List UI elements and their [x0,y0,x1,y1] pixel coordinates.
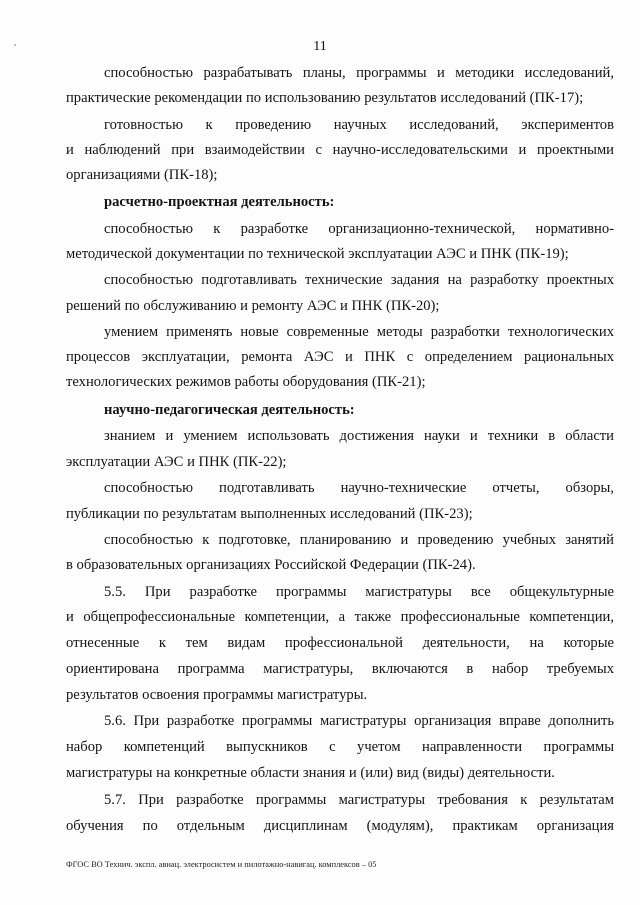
text-line: решений по обслуживанию и ремонту АЭС и ПНК (ПК-20); [66,298,440,314]
text-line: 5.7. При разработке программы магистратуры требования к результатам [104,792,614,808]
page-number: 11 [313,39,327,54]
text-line: практические рекомендации по использованию результатов исследований (ПК-17); [66,90,584,106]
text-line: отнесенные к тем видам профессиональной деятельности, на которые [66,635,614,651]
text-line: технологических режимов работы оборудования (ПК-21); [66,374,426,390]
text-line: организациями (ПК-18); [66,167,218,183]
text-line: знанием и умением использовать достижения науки и техники в области [104,428,614,444]
text-line: эксплуатации АЭС и ПНК (ПК-22); [66,454,287,470]
text-line: готовностью к проведению научных исследований, экспериментов [104,117,614,133]
text-line: публикации по результатам выполненных исследований (ПК-23); [66,506,473,522]
text-line: 5.6. При разработке программы магистратуры организация вправе дополнить [104,713,614,729]
text-line: процессов эксплуатации, ремонта АЭС и ПНК с определением рациональных [66,349,614,365]
text-line: результатов освоения программы магистратуры. [66,687,368,703]
text-line: магистратуры на конкретные области знания и (или) вид (виды) деятельности. [66,765,555,781]
text-line: и общепрофессиональные компетенции, а также профессиональные компетенции, [66,609,614,625]
text-line: обучения по отдельным дисциплинам (модулям), практикам организация [66,818,614,834]
text-line: способностью подготавливать технические задания на разработку проектных [104,272,614,288]
text-line: способностью разрабатывать планы, программы и методики исследований, [104,65,614,81]
section-heading: научно-педагогическая деятельность: [104,402,355,418]
text-line: 5.5. При разработке программы магистратуры все общекультурные [104,584,614,600]
page-footer: ФГОС ВО Технич. экспл. авиац. электросистем и пилотажно-навигац. комплексов – 05 [66,860,377,869]
text-line: способностью к подготовке, планированию и проведению учебных занятий [104,532,614,548]
text-line: и наблюдений при взаимодействии с научно-исследовательскими и проектными [66,142,614,158]
text-line: ориентирована программа магистратуры, включаются в набор требуемых [66,661,614,677]
text-line: способностью к разработке организационно-технической, нормативно- [104,221,614,237]
text-line: умением применять новые современные методы разработки технологических [104,324,614,340]
text-line: в образовательных организациях Российской Федерации (ПК-24). [66,557,476,573]
section-heading: расчетно-проектная деятельность: [104,194,335,210]
text-line: методической документации по технической эксплуатации АЭС и ПНК (ПК-19); [66,246,569,262]
text-line: набор компетенций выпускников с учетом направленности программы [66,739,614,755]
text-line: способностью подготавливать научно-технические отчеты, обзоры, [104,480,614,496]
